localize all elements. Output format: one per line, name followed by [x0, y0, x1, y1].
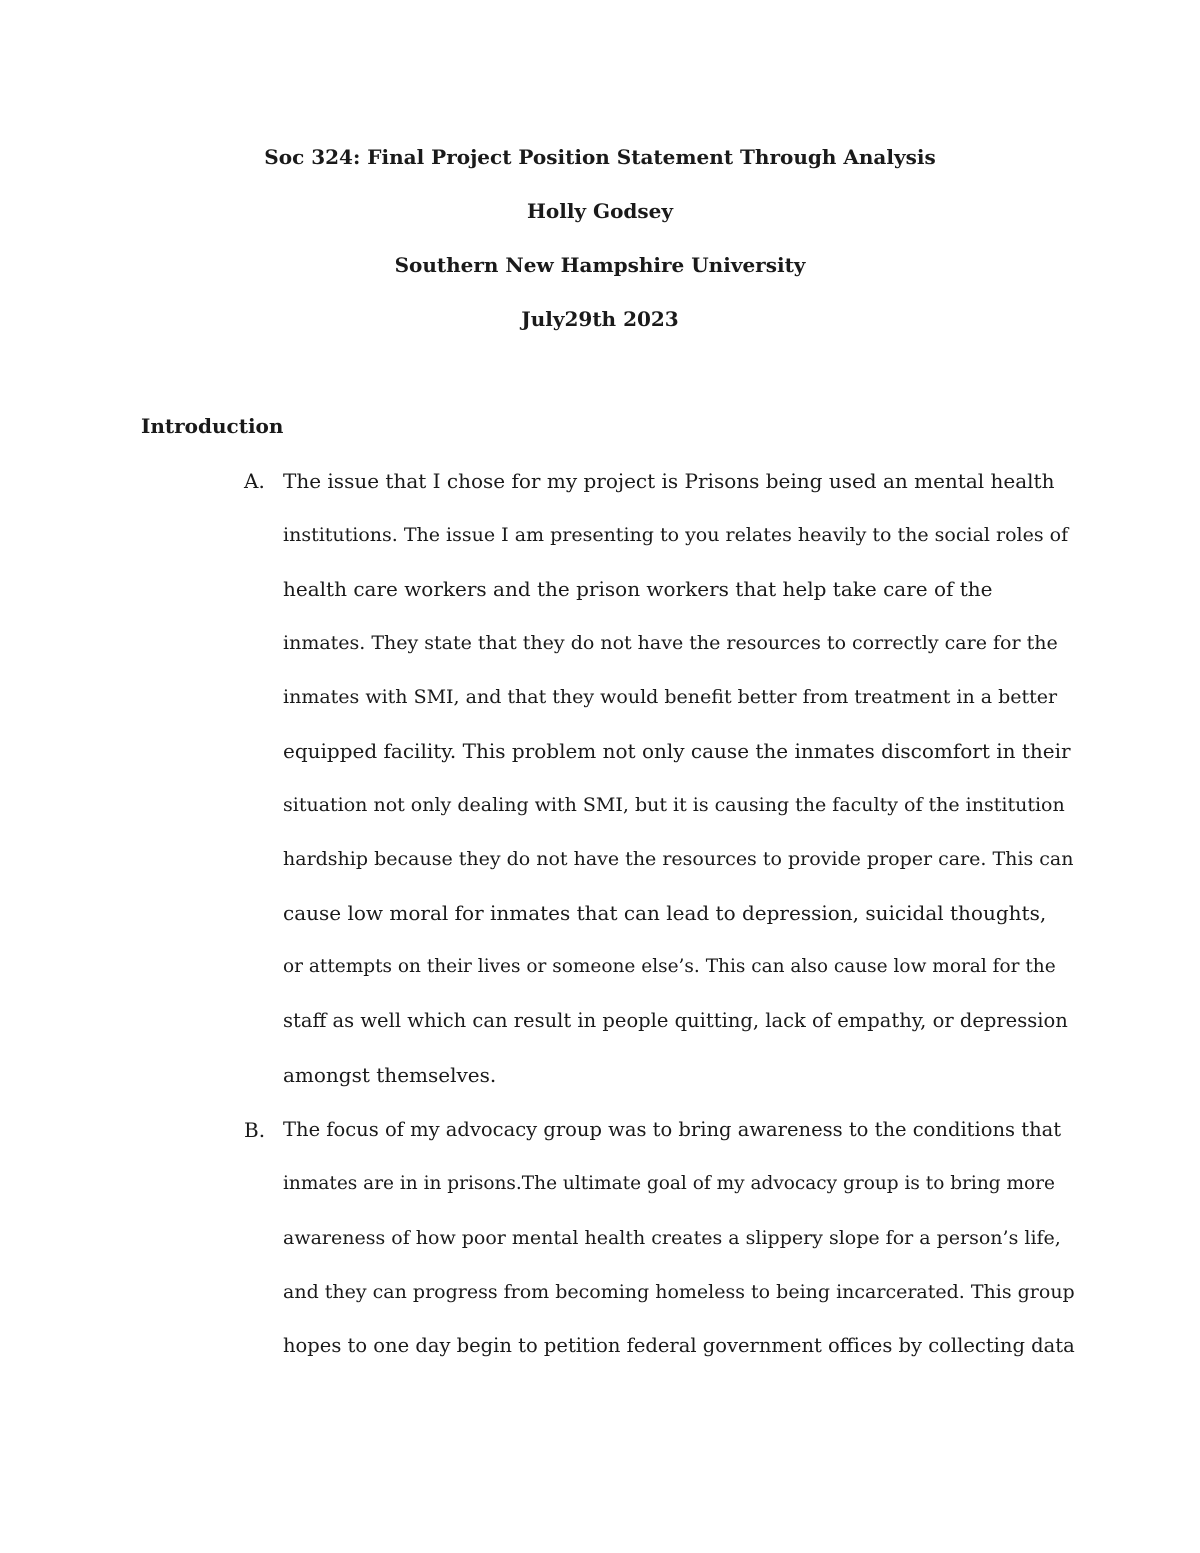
paragraph-line: inmates. They state that they do not have the resources to correctly care for the — [283, 632, 1058, 654]
paragraph-line: awareness of how poor mental health creates a slippery slope for a person’s life, — [283, 1227, 1061, 1249]
paragraph-line: amongst themselves. — [283, 1063, 497, 1087]
paragraph-line: hardship because they do not have the resources to provide proper care. This can — [283, 848, 1074, 870]
paragraph-line: and they can progress from becoming homeless to being incarcerated. This group — [283, 1281, 1075, 1303]
course-title: Soc 324: Final Project Position Statement Through Analysis — [264, 145, 936, 169]
list-marker: B. — [244, 1118, 266, 1142]
paragraph-line: equipped facility. This problem not only cause the inmates discomfort in their — [283, 739, 1071, 763]
paragraph-line: hopes to one day begin to petition federal government offices by collecting data — [283, 1334, 1075, 1357]
list-marker: A. — [244, 469, 265, 493]
paragraph-line: institutions. The issue I am presenting to you relates heavily to the social roles of — [283, 524, 1069, 546]
paragraph-line: inmates with SMI, and that they would benefit better from treatment in a better — [283, 686, 1058, 708]
author-name: Holly Godsey — [526, 199, 674, 223]
paragraph-line: situation not only dealing with SMI, but it is causing the faculty of the institution — [283, 794, 1065, 816]
paragraph-line: or attempts on their lives or someone else’s. This can also cause low moral for the — [283, 956, 1056, 977]
paragraph-line: inmates are in in prisons.The ultimate goal of my advocacy group is to bring more — [283, 1173, 1055, 1194]
paragraph-line: health care workers and the prison workers that help take care of the — [283, 577, 993, 601]
institution-name: Southern New Hampshire University — [394, 253, 806, 277]
paragraph-line: cause low moral for inmates that can lead to depression, suicidal thoughts, — [283, 901, 1047, 925]
section-heading-introduction: Introduction — [141, 414, 284, 438]
paragraph-line: The issue that I chose for my project is Prisons being used an mental health — [283, 469, 1055, 493]
document-date: July29th 2023 — [521, 307, 679, 331]
paragraph-line: staff as well which can result in people quitting, lack of empathy, or depression — [283, 1009, 1068, 1032]
paragraph-line: The focus of my advocacy group was to bring awareness to the conditions that — [283, 1118, 1062, 1141]
